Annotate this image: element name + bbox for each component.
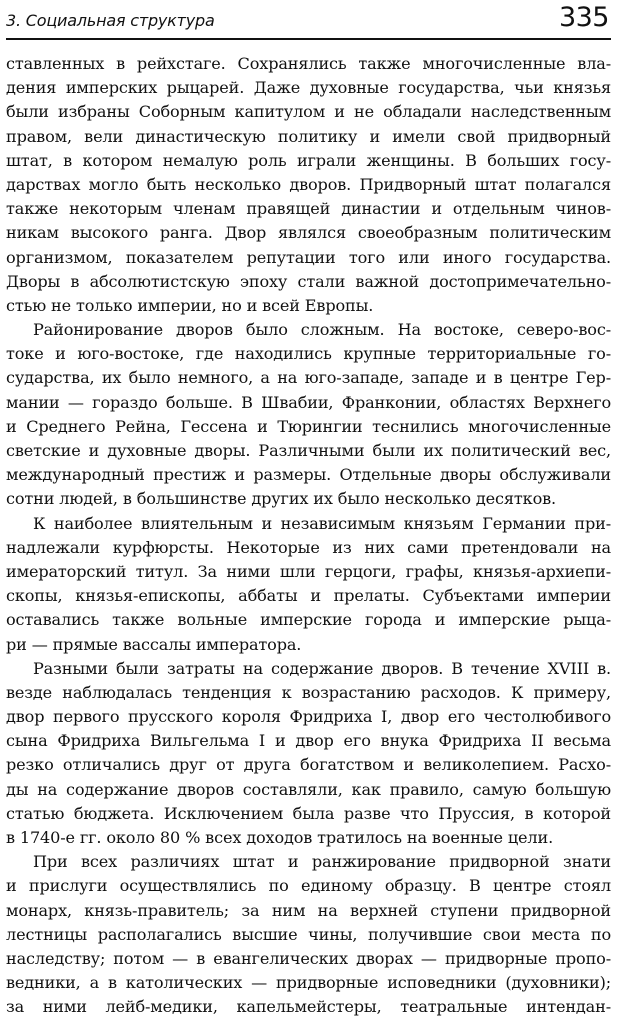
text-line: дения имперских рыцарей. Даже духовные государства, чьи князья <box>6 78 611 98</box>
paragraph-2 <box>6 318 611 512</box>
text-line: за ними лейб-медики, капельмейстеры, театральные интендан- <box>6 997 611 1017</box>
page-header <box>6 2 611 40</box>
text-line: организмом, показателем репутации того или иного государства. <box>6 247 611 267</box>
text-line: оставались также вольные имперские города и имперские рыца- <box>6 610 611 630</box>
text-line: были избраны Соборным капитулом и не обладали наследственным <box>6 102 611 122</box>
text-line: правом, вели династическую политику и имели свой придворный <box>6 126 611 146</box>
text-line: При всех различиях штат и ранжирование придворной знати <box>33 852 611 872</box>
paragraph-1 <box>6 52 611 318</box>
text-line: ды на содержание дворов составляли, как правило, самую большую <box>6 779 611 799</box>
paragraph-4 <box>6 657 611 851</box>
text-line: скопы, князья-епископы, аббаты и прелаты. Субъектами империи <box>6 586 611 606</box>
paragraph-5 <box>6 850 611 1019</box>
text-line: ведники, а в католических — придворные исповедники (духовники); <box>6 973 611 993</box>
text-line: штат, в котором немалую роль играли женщины. В больших госу- <box>6 150 611 170</box>
text-line: лестницы располагались высшие чины, получившие свои места по <box>6 924 611 944</box>
text-line: статью бюджета. Исключением была разве что Пруссия, в которой <box>6 803 611 823</box>
text-line: ри — прямые вассалы императора. <box>6 634 302 654</box>
text-line: надлежали курфюрсты. Некоторые из них сами претендовали на <box>6 537 611 557</box>
text-line: монарх, князь-правитель; за ним на верхней ступени придворной <box>6 900 611 920</box>
chapter-title: 3. Социальная структура <box>6 11 215 30</box>
header-rule <box>6 38 611 40</box>
text-body <box>6 52 611 1020</box>
page-number: 335 <box>558 2 609 33</box>
text-line: мании — гораздо больше. В Швабии, Франконии, областях Верхнего <box>6 392 611 412</box>
text-line: двор первого прусского короля Фридриха I, двор его честолюбивого <box>6 707 611 727</box>
text-line: сударства, их было немного, а на юго-западе, западе и в центре Гер- <box>6 368 611 388</box>
text-line: и прислуги осуществлялись по единому образцу. В центре стоял <box>6 876 611 896</box>
text-line: токе и юго-востоке, где находились крупные территориальные го- <box>6 344 611 364</box>
text-line: Районирование дворов было сложным. На востоке, северо-вос- <box>33 320 611 340</box>
text-line: никам высокого ранга. Двор являлся своеобразным политическим <box>6 223 611 243</box>
text-line: сына Фридриха Вильгельма I и двор его внука Фридриха II весьма <box>6 731 611 751</box>
text-line: Разными были затраты на содержание дворов. В течение XVIII в. <box>33 658 611 678</box>
text-line: международный престиж и размеры. Отдельные дворы обслуживали <box>6 465 611 485</box>
text-line: в 1740-е гг. около 80 % всех доходов тратилось на военные цели. <box>6 828 554 847</box>
text-line: имераторский титул. За ними шли герцоги, графы, князья-архиепи- <box>6 561 611 581</box>
text-line: сотни людей, в большинстве других их было несколько десятков. <box>6 489 556 509</box>
text-line: везде наблюдалась тенденция к возрастанию расходов. К примеру, <box>6 682 611 702</box>
text-line: светские и духовные дворы. Различными были их политический вес, <box>6 441 611 460</box>
paragraph-3 <box>6 512 611 657</box>
text-line: дарствах могло быть несколько дворов. Придворный штат полагался <box>6 174 611 194</box>
text-line: резко отличались друг от друга богатством и великолепием. Расхо- <box>6 755 611 775</box>
text-line: Дворы в абсолютистскую эпоху стали важной достопримечательно- <box>6 271 611 291</box>
text-line: и Среднего Рейна, Гессена и Тюрингии теснились многочисленные <box>6 416 611 436</box>
text-line: наследству; потом — в евангелических дворах — придворные пропо- <box>6 948 611 968</box>
text-line: К наиболее влиятельным и независимым князьям Германии при- <box>33 513 611 533</box>
text-line: также некоторым членам правящей династии и отдельным чинов- <box>6 199 611 219</box>
text-line: ставленных в рейхстаге. Сохранялись также многочисленные вла- <box>6 54 611 73</box>
text-line: стью не только империи, но и всей Европы. <box>6 295 374 315</box>
